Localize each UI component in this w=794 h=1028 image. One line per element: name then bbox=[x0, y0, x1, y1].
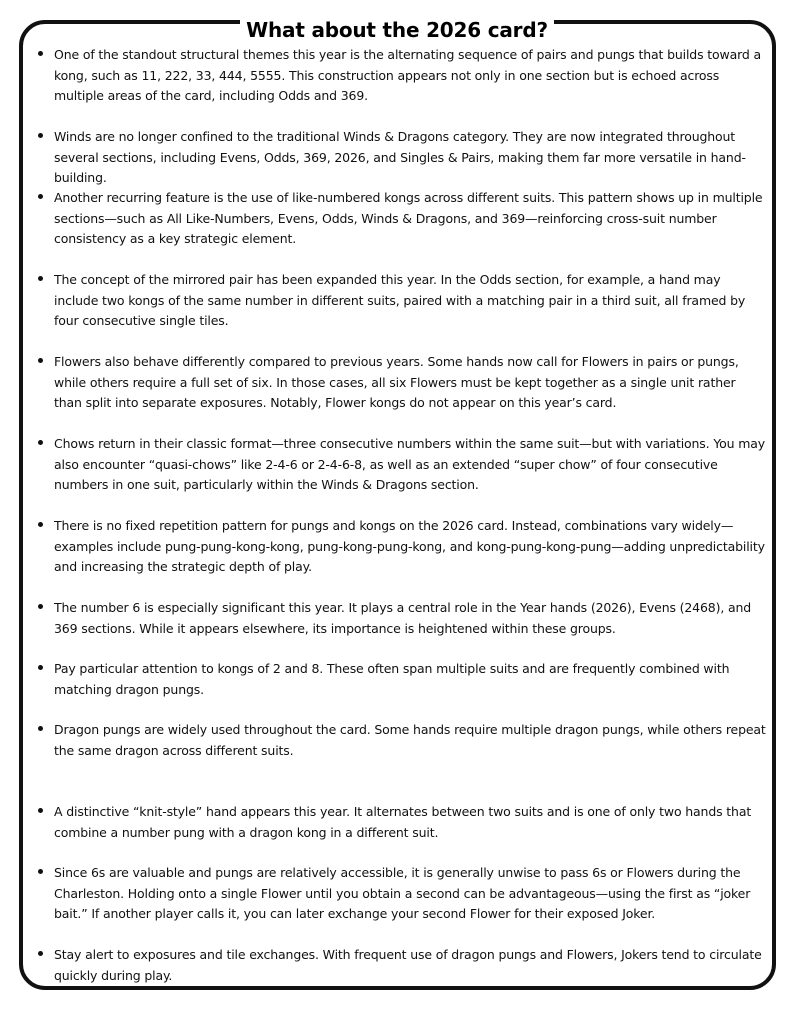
bullet-dot bbox=[38, 133, 43, 138]
bullet-text: There is no fixed repetition pattern for pungs and kongs on the 2026 card. Instead, combinations vary widely—examples include pung-pung-kong-kong, pung-kong-pung-kong, and kong-pung-kong-pung—adding unpredictability and increasing the strategic depth of play. bbox=[54, 518, 765, 574]
bullet-item bbox=[38, 802, 768, 843]
bullet-item bbox=[38, 720, 768, 761]
bullet-dot bbox=[38, 726, 43, 731]
bullet-item bbox=[38, 945, 768, 986]
bullet-text: Flowers also behave differently compared to previous years. Some hands now call for Flowers in pairs or pungs, while others require a full set of six. In those cases, all six Flowers must be kept together as a single unit rather than split into separate exposures. Notably, Flower kongs do not appear on this year’s card. bbox=[54, 354, 739, 410]
bullet-item bbox=[38, 598, 768, 639]
bullet-text: Winds are no longer confined to the traditional Winds & Dragons category. They are now integrated throughout several sections, including Evens, Odds, 369, 2026, and Singles & Pairs, making them far more versatile in hand-building. bbox=[54, 129, 746, 185]
bullet-item bbox=[38, 434, 768, 496]
bullet-dot bbox=[38, 440, 43, 445]
bullet-text: Dragon pungs are widely used throughout the card. Some hands require multiple dragon pungs, while others repeat the same dragon across different suits. bbox=[54, 722, 766, 758]
bullet-text: The number 6 is especially significant this year. It plays a central role in the Year hands (2026), Evens (2468), and 369 sections. While it appears elsewhere, its importance is heightened within these groups. bbox=[54, 600, 752, 636]
bullet-dot bbox=[38, 522, 43, 527]
bullet-item bbox=[38, 516, 768, 578]
bullet-item bbox=[38, 352, 768, 414]
bullet-text: The concept of the mirrored pair has been expanded this year. In the Odds section, for example, a hand may include two kongs of the same number in different suits, paired with a matching pair in a third suit, all framed by four consecutive single tiles. bbox=[54, 272, 746, 328]
bullet-text: Chows return in their classic format—three consecutive numbers within the same suit—but with variations. You may also encounter “quasi-chows” like 2-4-6 or 2-4-6-8, as well as an extended “super chow” of four consecutive numbers in one suit, particularly within the Winds & Dragons section. bbox=[54, 436, 766, 492]
bullet-dot bbox=[38, 194, 43, 199]
bullet-dot bbox=[38, 51, 43, 56]
bullet-item bbox=[38, 188, 768, 250]
page-title: What about the 2026 card? bbox=[0, 18, 794, 42]
bullet-item bbox=[38, 127, 768, 189]
bullet-text: A distinctive “knit-style” hand appears this year. It alternates between two suits and is one of only two hands that combine a number pung with a dragon kong in a different suit. bbox=[54, 804, 752, 840]
bullet-item bbox=[38, 270, 768, 332]
bullet-dot bbox=[38, 665, 43, 670]
bullet-dot bbox=[38, 358, 43, 363]
bullet-item bbox=[38, 659, 768, 700]
bullet-text: Since 6s are valuable and pungs are relatively accessible, it is generally unwise to pass 6s or Flowers during the Charleston. Holding onto a single Flower until you obtain a second can be advantageous—using the first as “joker bait.” If another player calls it, you can later exchange your second Flower for their exposed Joker. bbox=[54, 865, 751, 921]
bullet-dot bbox=[38, 808, 43, 813]
bullet-dot bbox=[38, 869, 43, 874]
bullet-text: Stay alert to exposures and tile exchanges. With frequent use of dragon pungs and Flowers, Jokers tend to circulate quickly during play. bbox=[54, 947, 762, 983]
bullet-dot bbox=[38, 951, 43, 956]
bullet-dot bbox=[38, 604, 43, 609]
bullet-text: One of the standout structural themes this year is the alternating sequence of pairs and pungs that builds toward a kong, such as 11, 222, 33, 444, 5555. This construction appears not only in one section but is echoed across multiple areas of the card, including Odds and 369. bbox=[54, 47, 761, 103]
bullet-item bbox=[38, 863, 768, 925]
bullet-dot bbox=[38, 276, 43, 281]
bullet-text: Pay particular attention to kongs of 2 and 8. These often span multiple suits and are frequently combined with matching dragon pungs. bbox=[54, 661, 730, 697]
bullet-text: Another recurring feature is the use of like-numbered kongs across different suits. This pattern shows up in multiple sections—such as All Like-Numbers, Evens, Odds, Winds & Dragons, and 369—reinforcing cross-suit number consistency as a key strategic element. bbox=[54, 190, 763, 246]
bullet-item bbox=[38, 45, 768, 107]
